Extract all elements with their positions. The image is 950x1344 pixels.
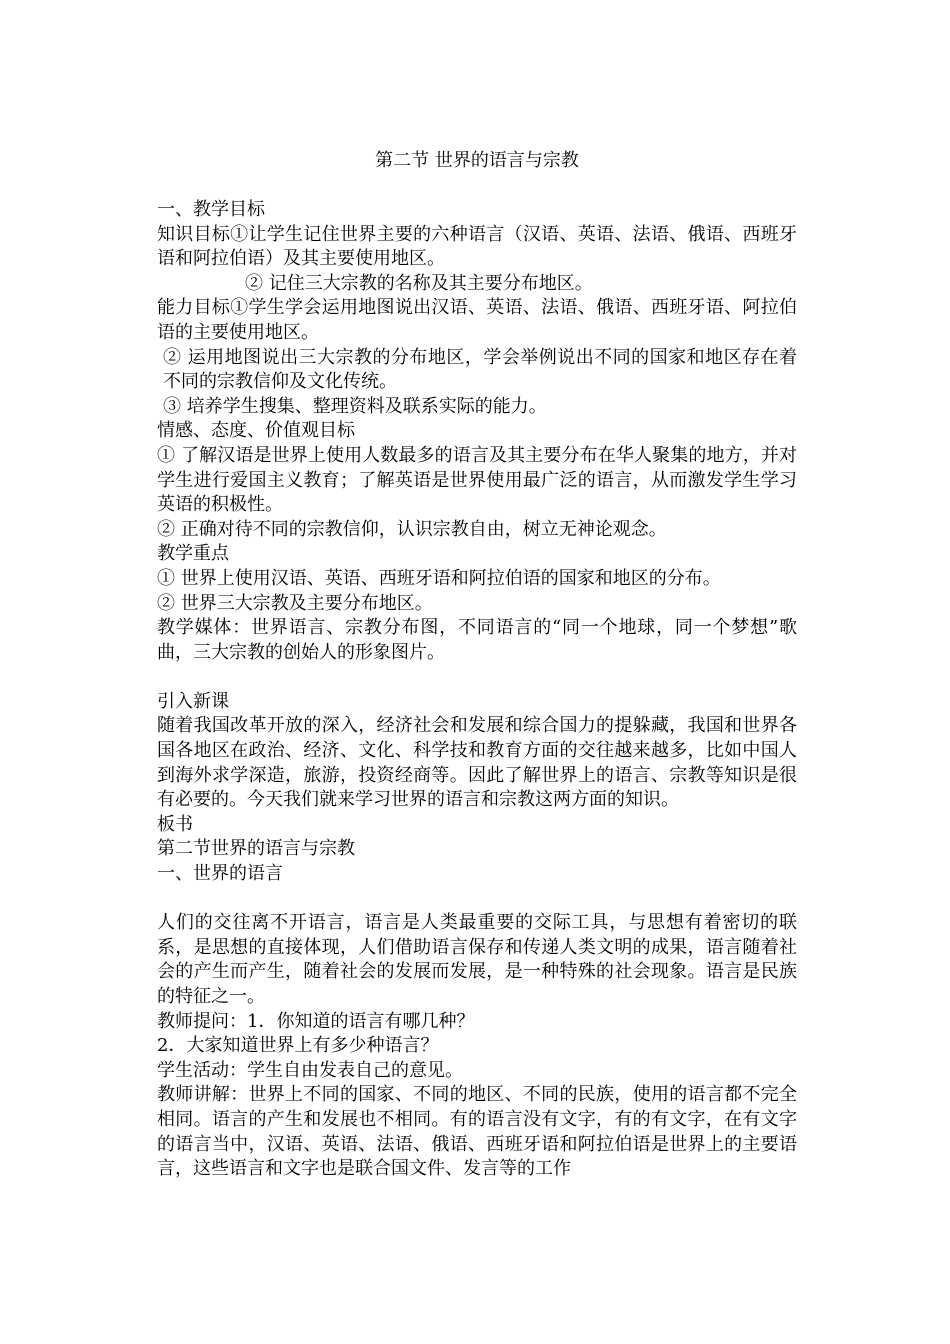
paragraph: 第二节世界的语言与宗教 xyxy=(157,838,355,860)
paragraph: 板书 xyxy=(157,813,193,835)
paragraph: ③ 培养学生搜集、整理资料及联系实际的能力。 xyxy=(163,395,547,417)
paragraph: ② 记住三大宗教的名称及其主要分布地区。 xyxy=(245,272,593,294)
document-page xyxy=(157,146,797,1182)
paragraph: 知识目标①让学生记住世界主要的六种语言（汉语、英语、法语、俄语、西班牙语和阿拉伯语）及其主要使用地区。 xyxy=(157,223,797,270)
paragraph: 学生活动：学生自由发表自己的意见。 xyxy=(157,1059,463,1081)
paragraph: 引入新课 xyxy=(157,690,229,712)
paragraph: 情感、态度、价值观目标 xyxy=(157,420,355,442)
paragraph: 能力目标①学生学会运用地图说出汉语、英语、法语、俄语、西班牙语、阿拉伯语的主要使用地区。 xyxy=(157,297,797,343)
document-title: 第二节 世界的语言与宗教 xyxy=(375,150,579,171)
blank-line xyxy=(157,887,797,912)
paragraph: ① 了解汉语是世界上使用人数最多的语言及其主要分布在华人聚集的地方，并对学生进行爱国主义教育；了解英语是世界使用最广泛的语言，从而激发学生学习英语的积极性。 xyxy=(157,444,797,516)
paragraph: 教学重点 xyxy=(157,543,229,565)
paragraph: ② 运用地图说出三大宗教的分布地区，学会举例说出不同的国家和地区存在着不同的宗教信仰及文化传统。 xyxy=(163,346,797,393)
paragraph: ② 世界三大宗教及主要分布地区。 xyxy=(157,592,433,614)
paragraph: ② 正确对待不同的宗教信仰，认识宗教自由，树立无神论观念。 xyxy=(157,518,667,540)
paragraph: 教师提问：1．你知道的语言有哪几种？ xyxy=(157,1010,475,1032)
blank-line xyxy=(157,665,797,690)
document-body xyxy=(157,198,797,1182)
paragraph: 教师讲解：世界上不同的国家、不同的地区、不同的民族，使用的语言都不完全相同。语言的产生和发展也不相同。有的语言没有文字，有的有文字，在有文字的语言当中，汉语、英语、法语、俄语、西班牙语和阿拉伯语是世界上的主要语言，这些语言和文字也是联合国文件、发言等的工作 xyxy=(157,1084,797,1180)
paragraph: 一、世界的语言 xyxy=(157,863,283,885)
paragraph: 一、教学目标 xyxy=(157,199,265,220)
paragraph: 2．大家知道世界上有多少种语言？ xyxy=(157,1035,439,1057)
paragraph: ① 世界上使用汉语、英语、西班牙语和阿拉伯语的国家和地区的分布。 xyxy=(157,567,721,589)
paragraph: 教学媒体：世界语言、宗教分布图，不同语言的“同一个地球，同一个梦想”歌曲，三大宗教的创始人的形象图片。 xyxy=(157,617,797,663)
paragraph: 随着我国改革开放的深入，经济社会和发展和综合国力的提躲藏，我国和世界各国各地区在政治、经济、文化、科学技和教育方面的交往越来越多，比如中国人到海外求学深造，旅游，投资经商等。因此了解世界上的语言、宗教等知识是很有必要的。今天我们就来学习世界的语言和宗教这两方面的知识。 xyxy=(157,715,797,811)
paragraph: 人们的交往离不开语言，语言是人类最重要的交际工具，与思想有着密切的联系，是思想的直接体现，人们借助语言保存和传递人类文明的成果，语言随着社会的产生而产生，随着社会的发展而发展，是一种特殊的社会现象。语言是民族的特征之一。 xyxy=(157,912,797,1007)
